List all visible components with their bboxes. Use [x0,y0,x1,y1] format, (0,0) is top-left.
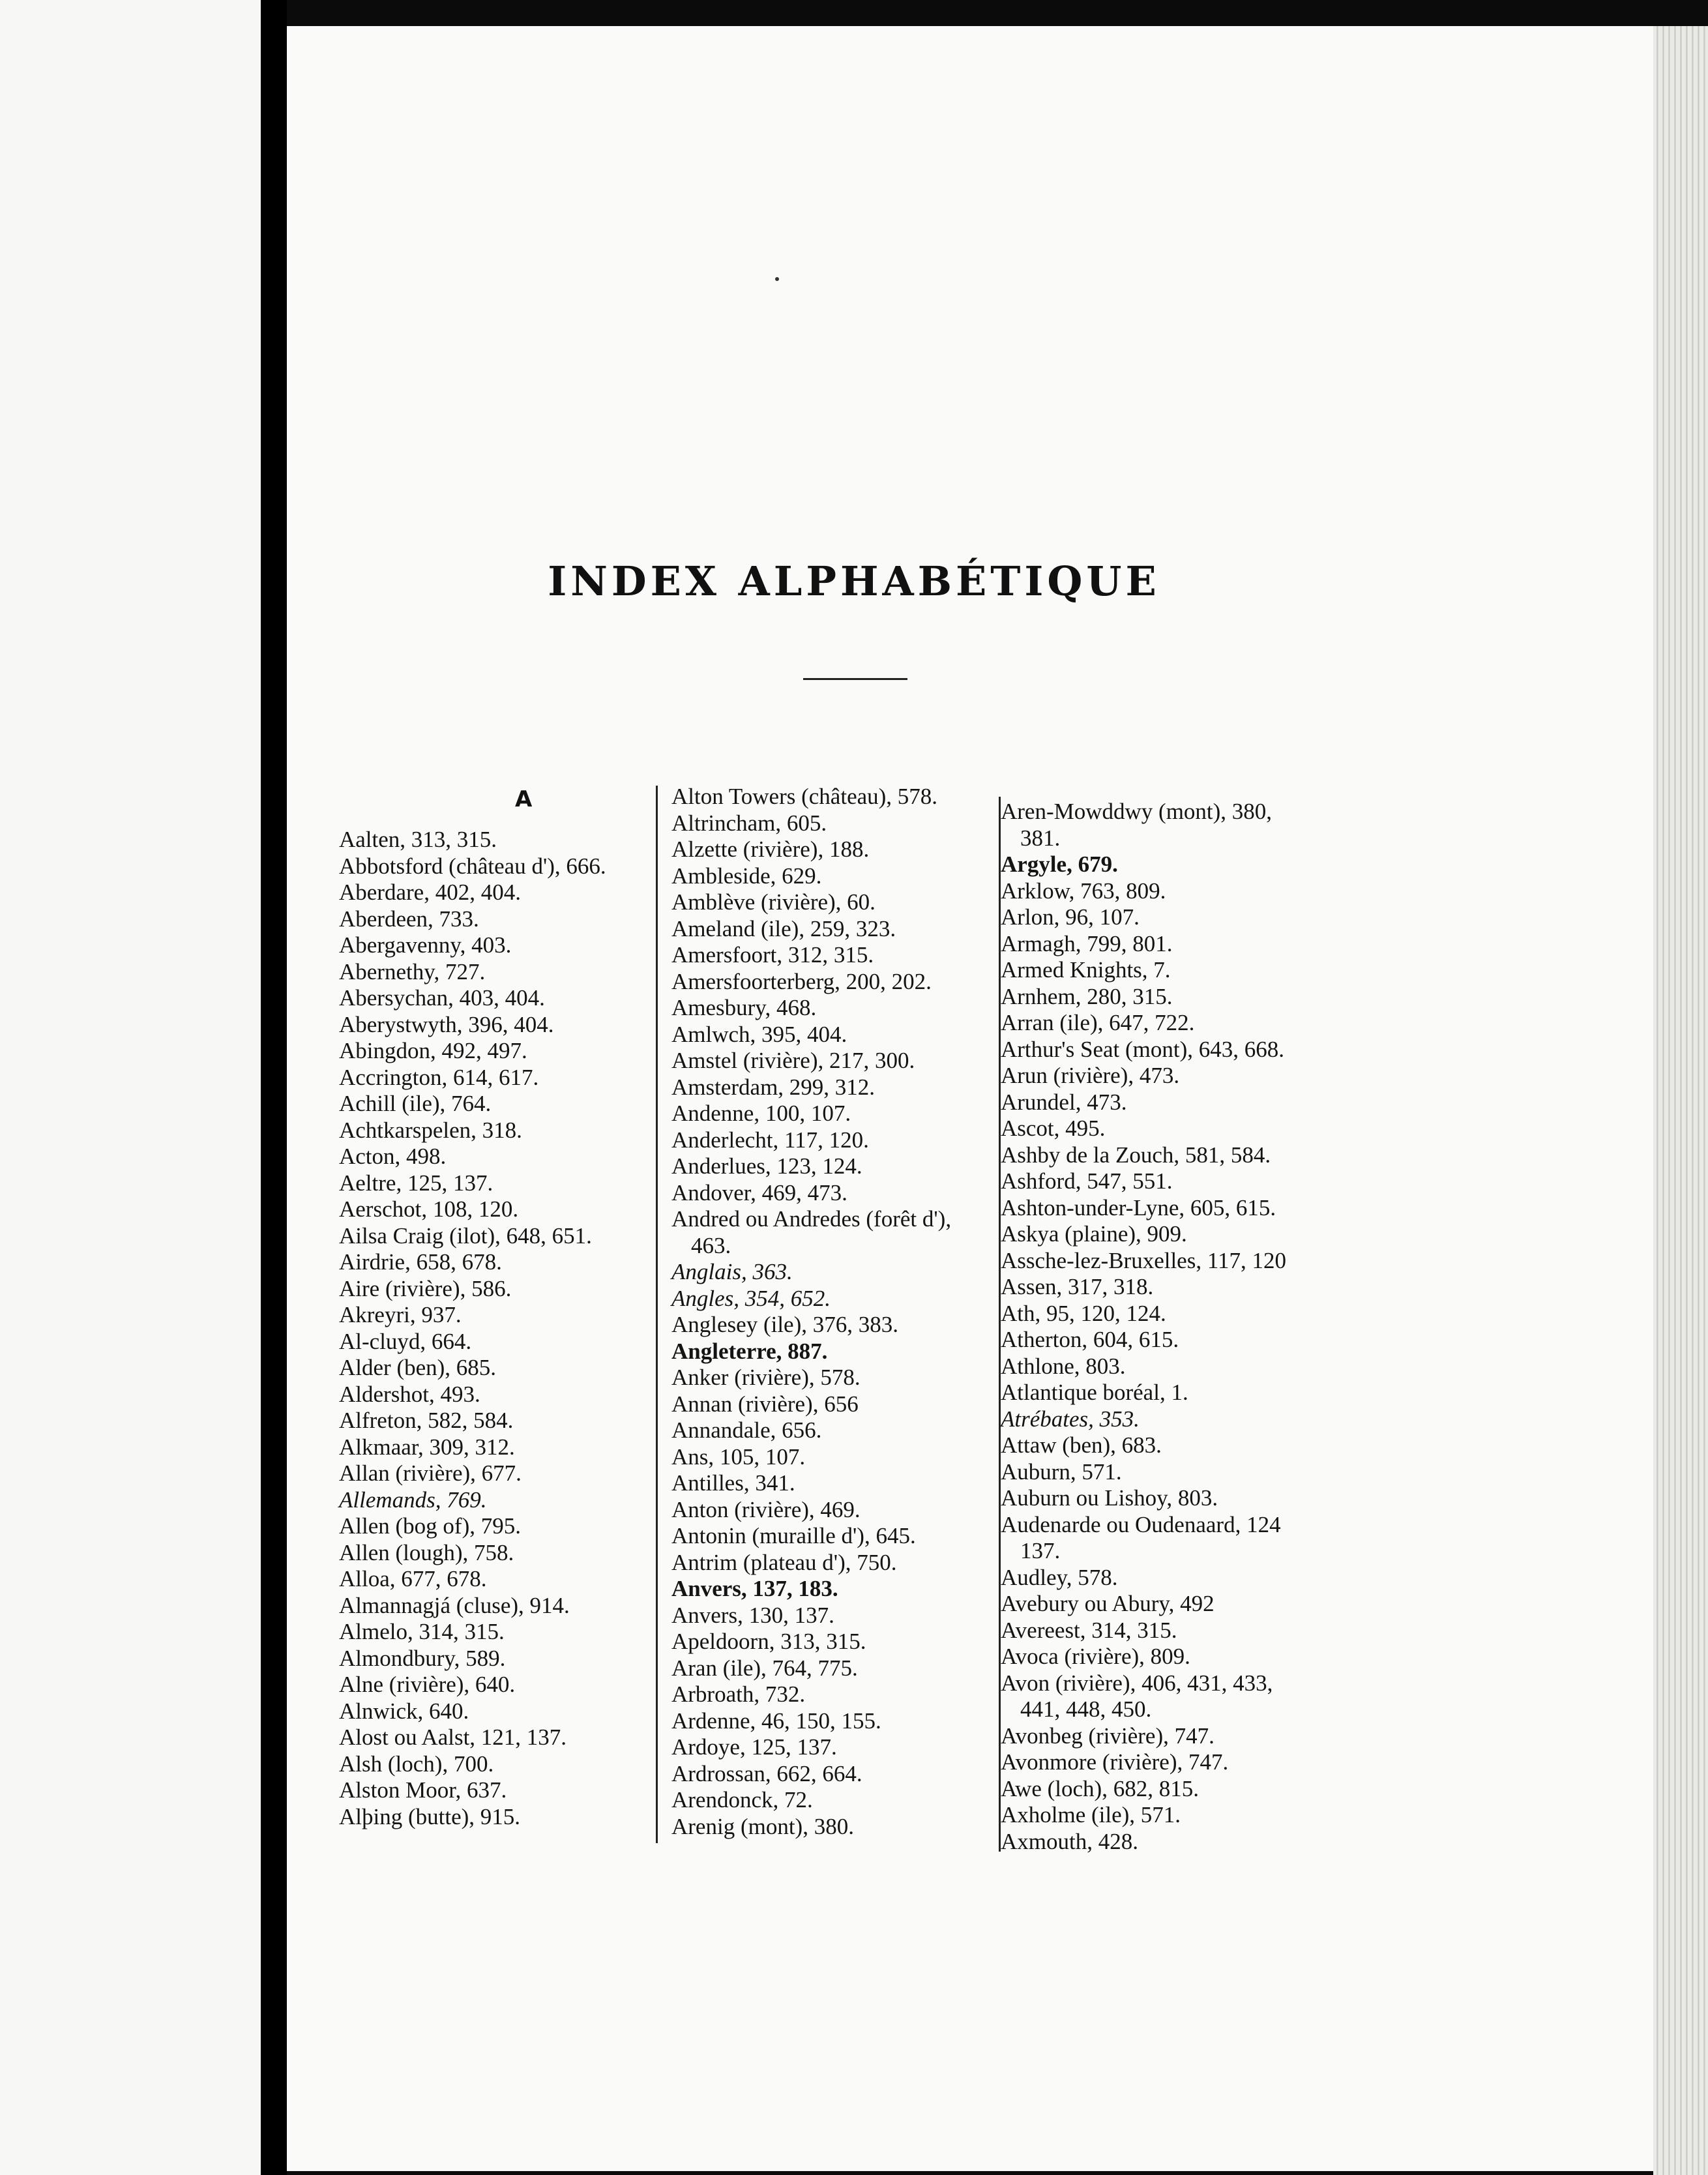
index-entry: Amlwch, 395, 404. [671,1021,847,1047]
index-entry: Arundel, 473. [1001,1089,1127,1115]
index-entry: Alost ou Aalst, 121, 137. [339,1724,567,1750]
index-entry: Amesbury, 468. [671,995,817,1020]
index-entry: Aberdare, 402, 404. [339,880,521,905]
index-entry: Anvers, 130, 137. [671,1602,834,1628]
index-entry: Ambleside, 629. [671,863,822,889]
index-entry: Alsh (loch), 700. [339,1751,494,1777]
facing-page-edge [0,0,261,2175]
index-entry: Annandale, 656. [671,1417,822,1443]
index-entry: Assen, 317, 318. [1001,1274,1154,1299]
index-entry: Abernethy, 727. [339,958,486,984]
index-entry: Annan (rivière), 656 [671,1391,859,1417]
index-entry: Ashton-under-Lyne, 605, 615. [1001,1194,1276,1221]
index-entry: Almondbury, 589. [339,1645,506,1671]
index-entry: Andover, 469, 473. [671,1179,847,1206]
index-entry: Allan (rivière), 677. [339,1460,522,1486]
index-entry: Avonmore (rivière), 747. [1001,1749,1229,1775]
index-entry: Allemands, 769. [339,1487,487,1513]
index-entry: Angleterre, 887. [671,1338,828,1364]
index-entry: Avon (rivière), 406, 431, 433, [1001,1670,1273,1696]
index-entry: Akreyri, 937. [339,1302,462,1327]
index-entry: 463. [691,1232,731,1258]
index-entry: Attaw (ben), 683. [1001,1432,1162,1458]
index-entry: Achill (ile), 764. [339,1091,492,1116]
index-entry: Ameland (ile), 259, 323. [671,915,896,941]
index-entry: Amblève (rivière), 60. [671,889,876,915]
index-entry: Amersfoort, 312, 315. [671,942,874,968]
index-entry: Aalten, 313, 315. [339,827,497,852]
index-entry: Alloa, 677, 678. [339,1566,487,1591]
index-entry: Abbotsford (château d'), 666. [339,853,606,879]
index-entry: Armed Knights, 7. [1001,957,1171,983]
index-entry: Aberdeen, 733. [339,906,479,932]
index-entry: Allen (bog of), 795. [339,1513,521,1539]
index-entry: Axmouth, 428. [1001,1828,1138,1854]
title-rule [803,678,907,680]
index-entry: Anglais, 363. [671,1259,793,1284]
index-entry: Avonbeg (rivière), 747. [1001,1723,1215,1749]
index-entry: Anker (rivière), 578. [671,1365,861,1390]
index-entry: Ans, 105, 107. [671,1443,806,1470]
index-entry: Aerschot, 108, 120. [339,1196,519,1222]
index-entry: Achtkarspelen, 318. [339,1117,522,1143]
column-divider-1 [656,786,658,1843]
index-entry: Antrim (plateau d'), 750. [671,1549,897,1575]
index-entry: Abingdon, 492, 497. [339,1038,527,1063]
page-title: INDEX ALPHABÉTIQUE [548,557,1160,605]
index-entry: Alkmaar, 309, 312. [339,1434,515,1460]
index-entry: Arun (rivière), 473. [1001,1063,1180,1088]
index-entry: Ardrossan, 662, 664. [671,1760,862,1786]
index-entry: Aren-Mowddwy (mont), 380, [1001,799,1273,824]
index-entry: Acton, 498. [339,1144,447,1169]
index-entry: Alfreton, 582, 584. [339,1408,514,1433]
index-column-3 [1001,799,1353,1855]
index-entry: Anderlecht, 117, 120. [671,1127,869,1153]
page-stack-edge [1653,26,1708,2175]
index-entry: Alþing (butte), 915. [339,1803,521,1829]
index-entry: Avoca (rivière), 809. [1001,1644,1190,1669]
index-entry: Awe (loch), 682, 815. [1001,1775,1199,1801]
index-entry: 137. [1020,1538,1061,1563]
print-speck [775,277,779,281]
index-entry: Accrington, 614, 617. [339,1064,539,1090]
index-entry: Anvers, 137, 183. [671,1576,838,1601]
index-entry: Armagh, 799, 801. [1001,930,1173,956]
index-entry: Argyle, 679. [1001,851,1118,877]
index-entry: Avebury ou Abury, 492 [1001,1591,1215,1616]
index-entry: Altrincham, 605. [671,810,827,836]
index-entry: Alder (ben), 685. [339,1355,497,1380]
index-entry: Auburn, 571. [1001,1458,1122,1485]
index-entry: Allen (lough), 758. [339,1539,514,1565]
index-entry: Athlone, 803. [1001,1353,1126,1379]
index-entry: Alnwick, 640. [339,1698,469,1724]
index-entry: Auburn ou Lishoy, 803. [1001,1485,1218,1511]
index-entry: Arran (ile), 647, 722. [1001,1010,1195,1035]
index-entry: Andred ou Andredes (forêt d'), [671,1206,952,1232]
book-gutter [261,0,287,2175]
index-entry: Ath, 95, 120, 124. [1001,1300,1166,1326]
index-entry: Aire (rivière), 586. [339,1275,512,1301]
index-entry: 381. [1020,825,1061,851]
index-entry: Antilles, 341. [671,1470,795,1496]
index-entry: Angles, 354, 652. [671,1285,831,1311]
index-column-2 [671,784,997,1840]
index-entry: Aeltre, 125, 137. [339,1170,493,1196]
index-entry: Arendonck, 72. [671,1787,813,1813]
index-entry: Ardenne, 46, 150, 155. [671,1708,881,1734]
index-entry: Amersfoorterberg, 200, 202. [671,968,932,994]
section-letter: A [515,786,533,812]
index-entry: Ascot, 495. [1001,1116,1106,1141]
index-entry: Arbroath, 732. [671,1681,806,1707]
index-entry: Assche-lez-Bruxelles, 117, 120 [1001,1247,1287,1273]
index-entry: Ashford, 547, 551. [1001,1168,1173,1194]
index-entry: Alston Moor, 637. [339,1777,507,1803]
index-column-1 [339,827,645,1830]
index-entry: Atlantique boréal, 1. [1001,1380,1188,1405]
index-entry: Anderlues, 123, 124. [671,1153,862,1179]
index-entry: Atrébates, 353. [1001,1406,1140,1432]
index-entry: Anton (rivière), 469. [671,1496,861,1522]
index-entry: Axholme (ile), 571. [1001,1802,1181,1827]
index-entry: Amsterdam, 299, 312. [671,1074,876,1100]
index-entry: Aran (ile), 764, 775. [671,1655,858,1681]
index-entry: Anglesey (ile), 376, 383. [671,1312,898,1337]
index-entry: Arklow, 763, 809. [1001,878,1166,904]
index-entry: Arthur's Seat (mont), 643, 668. [1001,1036,1285,1062]
index-entry: Audley, 578. [1001,1564,1118,1590]
index-entry: Alne (rivière), 640. [339,1672,516,1697]
index-entry: Aldershot, 493. [339,1381,480,1407]
index-entry: Abergavenny, 403. [339,932,512,958]
index-entry: Al-cluyd, 664. [339,1328,472,1354]
index-entry: Alton Towers (château), 578. [671,784,938,809]
index-entry: Arenig (mont), 380. [671,1813,854,1839]
index-entry: Askya (plaine), 909. [1001,1221,1187,1247]
index-entry: Arlon, 96, 107. [1001,904,1140,930]
index-entry: Andenne, 100, 107. [671,1101,851,1126]
index-entry: Almelo, 314, 315. [339,1619,505,1644]
index-entry: Ashby de la Zouch, 581, 584. [1001,1142,1271,1168]
index-entry: Ardoye, 125, 137. [671,1734,837,1760]
index-entry: Arnhem, 280, 315. [1001,983,1173,1009]
index-entry: Atherton, 604, 615. [1001,1327,1179,1352]
index-entry: Apeldoorn, 313, 315. [671,1629,866,1654]
index-entry: Airdrie, 658, 678. [339,1249,502,1275]
index-entry: Almannagjá (cluse), 914. [339,1592,570,1618]
index-entry: Ailsa Craig (ilot), 648, 651. [339,1222,592,1249]
index-entry: Abersychan, 403, 404. [339,985,545,1011]
index-entry: Alzette (rivière), 188. [671,836,870,862]
index-entry: Aberystwyth, 396, 404. [339,1011,554,1037]
index-entry: Avereest, 314, 315. [1001,1617,1177,1643]
index-entry: Audenarde ou Oudenaard, 124 [1001,1511,1281,1537]
index-entry: Amstel (rivière), 217, 300. [671,1048,915,1073]
index-entry: 441, 448, 450. [1020,1696,1152,1722]
index-entry: Antonin (muraille d'), 645. [671,1523,916,1548]
